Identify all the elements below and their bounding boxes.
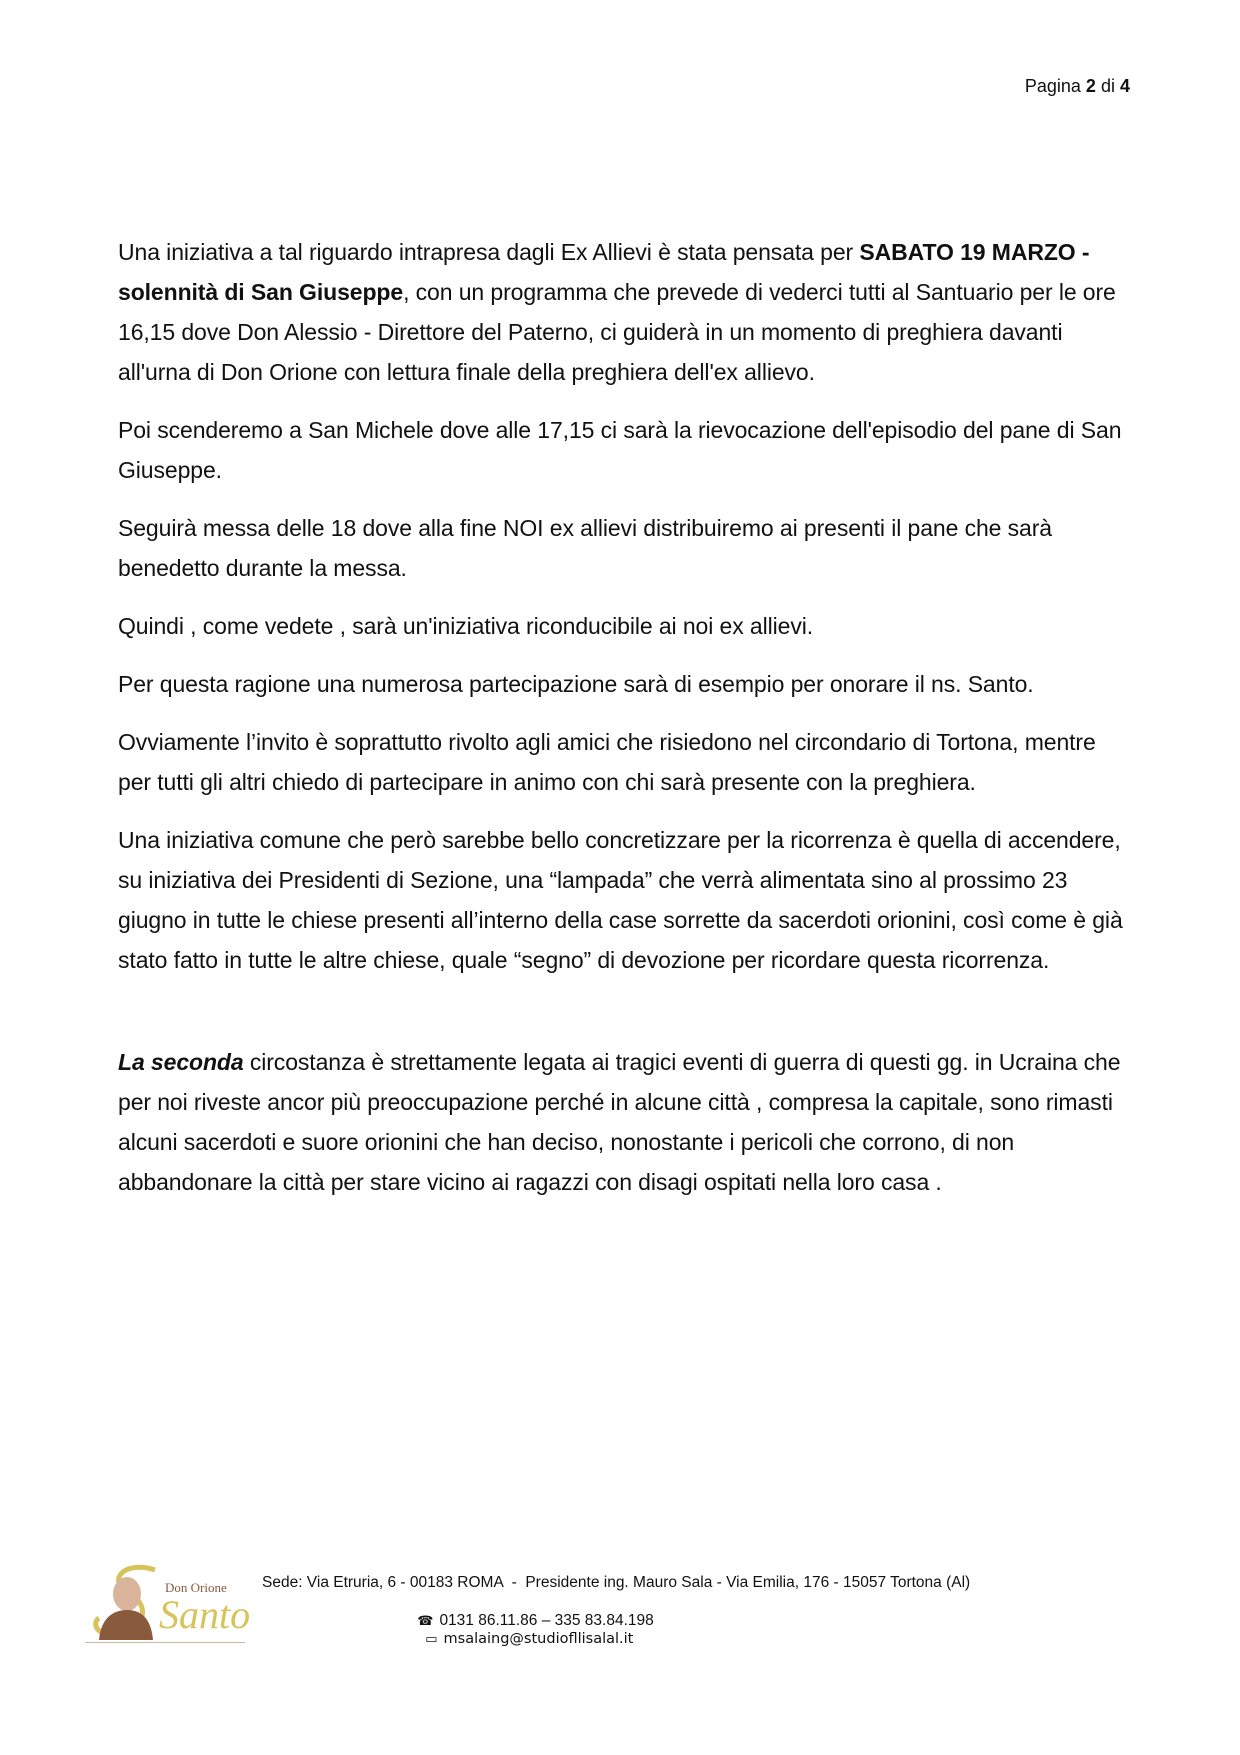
page-of: di — [1100, 76, 1115, 96]
paragraph-text: Una iniziativa a tal riguardo intrapresa dagli Ex Allievi è stata pensata per — [118, 239, 860, 265]
paragraph-participation: Per questa ragione una numerosa partecipazione sarà di esempio per onorare il ns. Santo. — [118, 671, 1034, 697]
page-current: 2 — [1085, 76, 1096, 96]
letterhead-footer — [0, 1560, 1240, 1660]
computer-icon: ▭ — [425, 1631, 438, 1646]
logo-portrait-head — [113, 1577, 141, 1611]
paragraph-initiative: Quindi , come vedete , sarà un'iniziativa riconducibile ai noi ex allievi. — [118, 613, 814, 639]
page-number — [1025, 76, 1130, 97]
logo-portrait-body — [99, 1610, 153, 1640]
logo-divider — [85, 1642, 245, 1643]
footer-email[interactable]: msalaing@studiofllisalal.it — [443, 1631, 634, 1647]
page-total: 4 — [1119, 76, 1130, 96]
logo-big-text: Santo — [159, 1592, 250, 1637]
event-date-highlight: SABATO 19 MARZO - solennità di San Giuseppe — [118, 239, 1090, 305]
paragraph-ukraine — [118, 1042, 1128, 1202]
logo-small-text: Don Orione — [165, 1580, 227, 1595]
paragraph-invitation: Ovviamente l’invito è soprattutto rivolto agli amici che risiedono nel circondario di Tortona, mentre per tutti gli altri chiedo di partecipare in animo con chi sarà presente con la preghiera. — [118, 729, 1096, 795]
paragraph-text: circostanza è strettamente legata ai tragici eventi di guerra di questi gg. in Ucraina che per noi riveste ancor più preoccupazione perché in alcune città , compresa la capitale, sono rimasti alcuni sacerdoti e suore orionini che han deciso, nonostante i pericoli che corrono, di non abbandonare la città per stare vicino ai ragazzi con disagi ospitati nella loro casa . — [118, 1049, 1121, 1195]
don-orione-santo-logo — [85, 1562, 250, 1642]
page-prefix: Pagina — [1024, 76, 1081, 96]
paragraph-lamp: Una iniziativa comune che però sarebbe bello concretizzare per la ricorrenza è quella di accendere, su iniziativa dei Presidenti di Sezione, una “lampada” che verrà alimentata sino al prossimo 23 giugno in tutte le chiese presenti all’interno della case sorrette da sacerdoti orionini, così come è già stato fatto in tutte le altre chiese, quale “segno” di devozione per ricordare questa ricorrenza. — [118, 827, 1123, 973]
phone-icon: ☎ — [417, 1613, 434, 1628]
paragraph-mass: Seguirà messa delle 18 dove alla fine NOI ex allievi distribuiremo ai presenti il pane che sarà benedetto durante la messa. — [118, 515, 1052, 581]
paragraph-saturday-event — [118, 232, 1128, 392]
paragraph-san-michele: Poi scenderemo a San Michele dove alle 17,15 ci sarà la rievocazione dell'episodio del pane di San Giuseppe. — [118, 417, 1122, 483]
footer-address: Sede: Via Etruria, 6 - 00183 ROMA - Presidente ing. Mauro Sala - Via Emilia, 176 - 15057 Tortona (Al) — [262, 1574, 971, 1591]
letter-body — [118, 232, 1128, 1220]
second-circumstance-label: La seconda — [118, 1049, 244, 1075]
footer-phones: 0131 86.11.86 – 335 83.84.198 — [439, 1612, 654, 1629]
paragraph-text: , con un programma che prevede di vederci tutti al Santuario per le ore 16,15 dove Don Alessio - Direttore del Paterno, ci guiderà in un momento di preghiera davanti all'urna di Don Orione con lettura finale della preghiera dell'ex allievo. — [118, 279, 1116, 385]
footer-contacts — [400, 1594, 654, 1666]
